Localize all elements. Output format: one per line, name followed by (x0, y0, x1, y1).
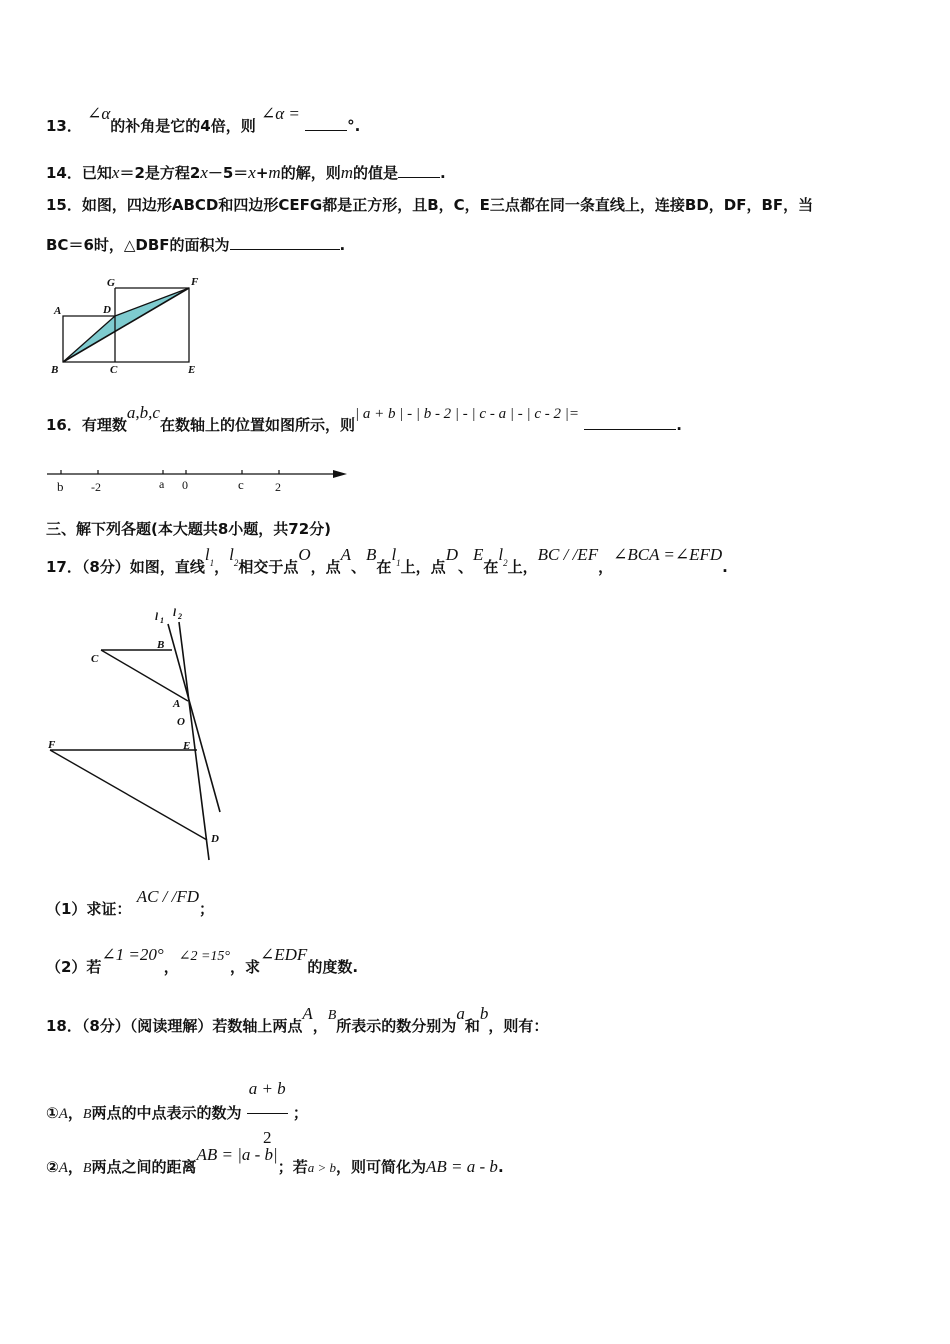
figure-squares (45, 276, 205, 376)
math-angle-equality: ∠BCA =∠EFD (613, 545, 723, 564)
text: + (255, 164, 269, 182)
text: ，求 (230, 958, 261, 976)
tick-label-a: a (159, 477, 165, 491)
tick-label-0: 0 (182, 478, 188, 492)
answer-blank[interactable] (230, 233, 340, 250)
question-18-item2 (46, 1145, 504, 1179)
question-14 (46, 161, 446, 183)
text: 两点之间的距离 (91, 1158, 197, 1176)
label-b: B (157, 639, 165, 651)
label-c: C (91, 653, 99, 665)
number-line (45, 463, 355, 493)
question-number: 14． (46, 164, 82, 182)
text: ， (214, 558, 230, 576)
text: ， (67, 1158, 83, 1176)
text: 上， (507, 558, 538, 576)
label-a: A (173, 698, 181, 710)
text: （1）求证： (46, 900, 132, 918)
text: BC＝6时，△DBF的面积为 (46, 236, 230, 254)
label-c: C (110, 364, 118, 376)
text: ① (46, 1104, 59, 1122)
math-var: O (298, 545, 311, 564)
math-angle2: ∠2 =15° (178, 949, 230, 964)
text: 、 (351, 558, 367, 576)
text: （2）若 (46, 958, 102, 976)
text: ； (199, 900, 215, 918)
label-l2-sub: 2 (178, 612, 182, 621)
math-var: D (445, 545, 458, 564)
math-l: l (229, 545, 234, 564)
math-var: A (58, 1106, 68, 1122)
answer-blank[interactable] (305, 114, 347, 131)
math-expression: | a + b | - | b - 2 | - | c - a | - | c - 2 |= (354, 406, 579, 422)
math-angle-edf: ∠EDF (260, 945, 308, 964)
text: ； (292, 1104, 308, 1122)
math-var: B (82, 1161, 92, 1176)
math-var: x (111, 163, 120, 182)
section-heading: 三、解下列各题(本大题共8小题，共72分) (46, 520, 332, 538)
text: 所表示的数分别为 (336, 1017, 457, 1035)
math-var: B (82, 1107, 92, 1122)
math-var: m (340, 163, 353, 182)
text: 两点的中点表示的数为 (91, 1104, 242, 1122)
math-var: b (479, 1004, 489, 1023)
label-b: B (51, 364, 59, 376)
text: 的值是 (353, 164, 399, 182)
math-var: A (58, 1160, 68, 1176)
math-var: A (302, 1004, 313, 1023)
tick-label-neg2: -2 (91, 480, 101, 494)
segment-bd (63, 316, 115, 362)
text: ，则有： (488, 1017, 549, 1035)
text: 的补角是它的4倍，则 (110, 117, 256, 135)
text: （8分）如图，直线 (81, 558, 205, 576)
math-distance: AB = |a - b| (196, 1145, 278, 1164)
question-15-line2 (46, 233, 345, 255)
text: ；若 (277, 1158, 308, 1176)
math-var: x (248, 163, 256, 182)
question-16 (46, 403, 682, 436)
label-d: D (211, 833, 219, 845)
answer-blank[interactable] (398, 161, 440, 178)
math-subscript: 2 (503, 558, 508, 568)
math-subscript: 1 (209, 558, 215, 568)
question-17 (46, 545, 728, 579)
tick-label-c: c (238, 477, 244, 492)
math-parallel: BC / /EF (537, 545, 599, 564)
text: . (440, 164, 446, 182)
math-var: x (200, 163, 208, 182)
answer-blank[interactable] (584, 413, 676, 430)
text: 的解，则 (280, 164, 341, 182)
label-f: F (191, 276, 199, 288)
math-angle-alpha: ∠α (87, 104, 111, 123)
text: 上，点 (400, 558, 446, 576)
math-abc: a,b,c (126, 403, 160, 422)
arrow-icon (333, 470, 347, 478)
math-simplified: AB = a - b (426, 1157, 498, 1176)
text: 在 (376, 558, 392, 576)
text: °. (347, 117, 361, 135)
math-var: A (340, 545, 352, 564)
text: . (339, 236, 346, 254)
text: 有理数 (81, 416, 127, 434)
math-l: l (204, 545, 210, 564)
text: . (497, 1158, 504, 1176)
text: ，则可简化为 (336, 1158, 427, 1176)
math-subscript: 2 (233, 558, 239, 568)
label-d: D (103, 304, 111, 316)
text: （8分）（阅读理解）若数轴上两点 (81, 1017, 303, 1035)
label-l2: l (173, 607, 177, 619)
fraction-denominator: 2 (262, 1128, 272, 1147)
label-g: G (107, 277, 115, 289)
fraction-numerator: a + b (247, 1065, 288, 1114)
tick-label-2: 2 (275, 480, 281, 494)
text: 的度数. (307, 958, 359, 976)
question-number: 13． (46, 117, 82, 135)
question-15-line1: 15．如图，四边形ABCD和四边形CEFG都是正方形，且B，C，E三点都在同一条直线上，连接BD，DF，BF，当 (46, 196, 814, 214)
question-number: 17． (46, 558, 82, 576)
label-l1-sub: 1 (160, 616, 164, 625)
segment-df (115, 288, 189, 316)
math-angle1: ∠1 =20° (101, 945, 164, 964)
text: 已知 (81, 164, 112, 182)
text: . (676, 416, 682, 434)
text: ， (67, 1104, 83, 1122)
math-var: a (456, 1004, 465, 1023)
line-l1 (168, 624, 220, 812)
text: －5＝ (207, 164, 249, 182)
question-number: 16． (46, 416, 82, 434)
segment-ca (101, 650, 188, 701)
text: ，点 (310, 558, 341, 576)
math-var: E (472, 545, 484, 564)
question-17-part1 (46, 887, 215, 919)
text: ， (163, 958, 179, 976)
text: 相交于点 (238, 558, 299, 576)
text: 在数轴上的位置如图所示，则 (159, 416, 355, 434)
math-parallel: AC / /FD (136, 887, 200, 906)
label-o: O (177, 716, 185, 728)
tick-label-b: b (57, 479, 64, 494)
math-var: m (268, 163, 281, 182)
label-f: F (48, 739, 56, 751)
question-18 (46, 1004, 549, 1038)
question-13 (46, 104, 361, 136)
math-angle-alpha-eq: ∠α = (260, 104, 300, 123)
text: ， (598, 558, 614, 576)
text: ② (46, 1158, 59, 1176)
math-inequality: a > b (307, 1160, 337, 1175)
text: 、 (457, 558, 473, 576)
math-var: B (327, 1008, 337, 1023)
text: 在 (483, 558, 499, 576)
segment-fd (50, 750, 207, 840)
question-17-part2 (46, 945, 359, 979)
text: 和 (464, 1017, 480, 1035)
label-a: A (54, 305, 62, 317)
question-number: 18． (46, 1017, 82, 1035)
math-var: B (366, 545, 377, 564)
figure-lines (44, 604, 234, 864)
text: ＝2是方程2 (119, 164, 201, 182)
math-l: l (391, 545, 397, 564)
label-l1: l (155, 611, 159, 623)
label-e: E (183, 740, 191, 752)
text: . (722, 558, 728, 576)
math-l: l (498, 545, 504, 564)
segment-bf (63, 288, 189, 362)
text: ， (312, 1017, 328, 1035)
label-e: E (188, 364, 196, 376)
math-subscript: 1 (396, 558, 401, 568)
